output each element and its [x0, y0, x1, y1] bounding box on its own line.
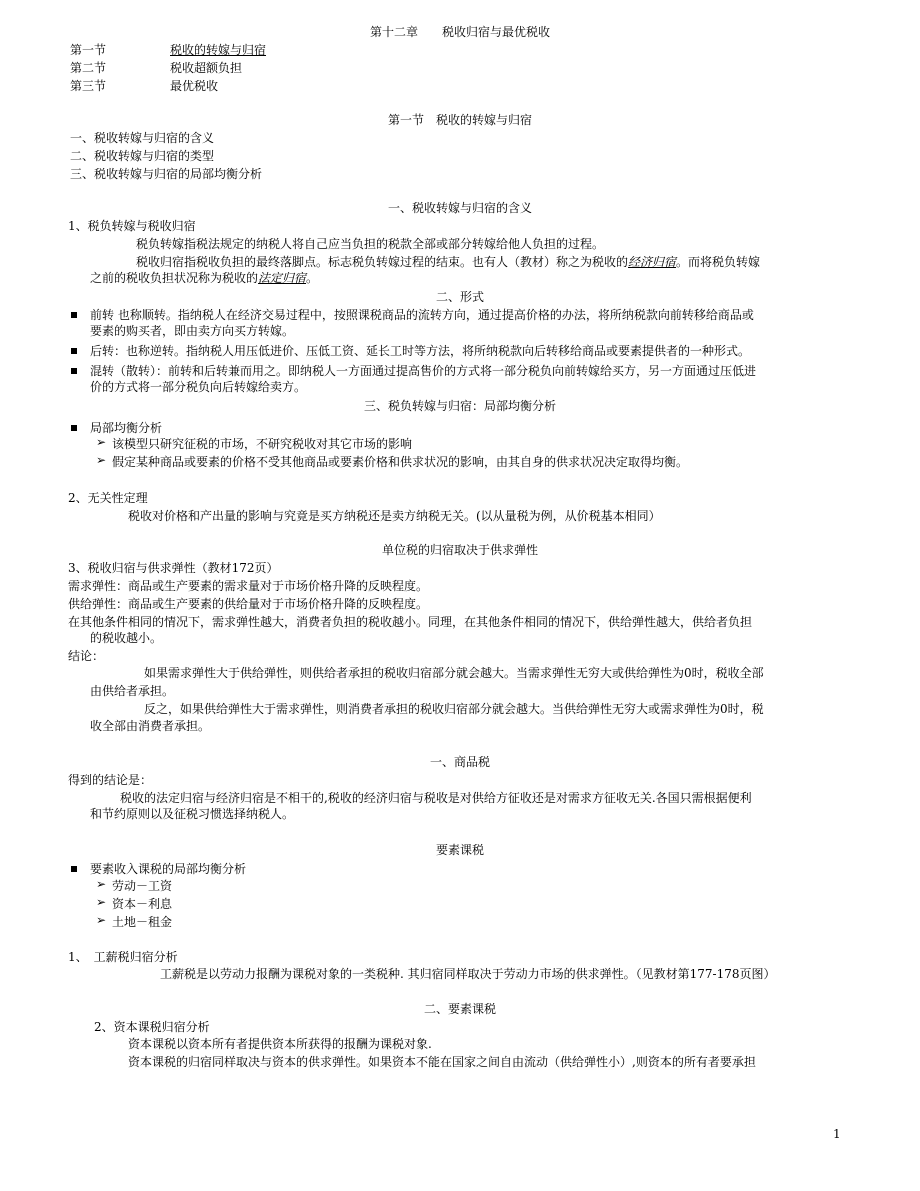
economic-incidence-term: 经济归宿 — [628, 255, 677, 269]
factor-heading: 要素课税 — [435, 843, 484, 857]
conclusion-1-line2: 由供给者承担。 — [90, 684, 175, 698]
conclusion-1-line1: 如果需求弹性大于供给弹性，则供给者承担的税收归宿部分就会越大。当需求弹性无穷大或供给弹性为0时，税收全部 — [144, 666, 764, 680]
commodity-line2: 和节约原则以及征税习惯选择纳税人。 — [90, 807, 295, 821]
demand-elasticity-def: 需求弹性：商品或生产要素的需求量对于市场价格升降的反映程度。 — [68, 579, 429, 593]
arrow-bullet-icon: ➢ — [96, 435, 107, 449]
section-heading: 第一节 税收的转嫁与归宿 — [387, 113, 532, 127]
bullet-square-icon — [71, 866, 77, 872]
bullet-square-icon — [71, 312, 77, 318]
capital-title: 2、资本课税归宿分析 — [94, 1020, 210, 1034]
arrow-bullet-icon: ➢ — [96, 877, 107, 891]
conclusion-2-line1: 反之，如果供给弹性大于需求弹性，则消费者承担的税收归宿部分就会越大。当供给弹性无穷大或需求弹性为0时，税 — [144, 702, 764, 716]
other-conditions-line2: 的税收越小。 — [90, 631, 163, 645]
other-conditions-line1: 在其他条件相同的情况下，需求弹性越大，消费者负担的税收越小。同理，在其他条件相同的情况下，供给弹性越大，供给者负担 — [68, 615, 753, 629]
bullet-square-icon — [71, 425, 77, 431]
toc-title-3: 最优税收 — [170, 79, 219, 93]
partial-bullet: 局部均衡分析 — [90, 421, 163, 435]
statutory-incidence-term: 法定归宿 — [258, 271, 307, 285]
form-forward-line1: 前转 也称顺转。指纳税人在经济交易过程中，按照课税商品的流转方向，通过提高价格的办法，将所纳税款向前转移给商品或 — [90, 308, 754, 322]
bullet-square-icon — [71, 368, 77, 374]
conclusion-2-line2: 收全部由消费者承担。 — [90, 719, 211, 733]
supply-elasticity-def: 供给弹性：商品或生产要素的供给量对于市场价格升降的反映程度。 — [68, 597, 429, 611]
outline-item-2: 二、税收转嫁与归宿的类型 — [70, 149, 215, 163]
form-mixed-line2: 价的方式将一部分税负向后转嫁给卖方。 — [90, 380, 307, 394]
commodity-heading: 一、商品税 — [429, 755, 490, 769]
commodity-line1: 税收的法定归宿与经济归宿是不相干的,税收的经济归宿与税收是对供给方征收还是对需求方征收无关.各国只需根据便利 — [120, 791, 752, 805]
factor-sub-capital: 资本－利息 — [112, 897, 173, 911]
arrow-bullet-icon: ➢ — [96, 895, 107, 909]
bullet-square-icon — [71, 348, 77, 354]
payroll-title: 1、 工薪税归宿分析 — [68, 950, 178, 964]
toc-num-3: 第三节 — [70, 79, 107, 93]
capital-line1: 资本课税以资本所有者提供资本所获得的报酬为课税对象. — [128, 1037, 432, 1051]
capital-line2: 资本课税的归宿同样取决与资本的供求弹性。如果资本不能在国家之间自由流动（供给弹性小）,则资本的所有者要承担 — [128, 1055, 756, 1069]
form-mixed-line1: 混转（散转）：前转和后转兼而用之。即纳税人一方面通过提高售价的方式将一部分税负向前转嫁给买方，另一方面通过压低进 — [90, 364, 757, 378]
meaning-heading: 一、税收转嫁与归宿的含义 — [387, 201, 532, 215]
factor-sub-land: 土地－租金 — [112, 915, 173, 929]
toc-num-1: 第一节 — [70, 43, 107, 57]
commodity-label: 得到的结论是： — [68, 773, 153, 787]
forms-heading: 二、形式 — [435, 290, 484, 304]
toc-num-2: 第二节 — [70, 61, 107, 75]
factor-bullet: 要素收入课税的局部均衡分析 — [90, 862, 247, 876]
outline-item-3: 三、税收转嫁与归宿的局部均衡分析 — [70, 167, 263, 181]
form-backward-line1: 后转：也称逆转。指纳税人用压低进价、压低工资、延长工时等方法，将所纳税款向后转移给商品或要素提供者的一种形式。 — [90, 344, 751, 358]
outline-item-1: 一、税收转嫁与归宿的含义 — [70, 131, 215, 145]
unit-tax-heading: 单位税的归宿取决于供求弹性 — [381, 543, 538, 557]
page-number: 1 — [833, 1127, 841, 1141]
item-2-title: 2、无关性定理 — [68, 491, 148, 505]
para-incidence-line1: 税收归宿指税收负担的最终落脚点。标志税负转嫁过程的结束。也有人（教材）称之为税收的经济归宿。而将税负转嫁 — [136, 255, 761, 269]
para-shift-definition: 税负转嫁指税法规定的纳税人将自己应当负担的税款全部或部分转嫁给他人负担的过程。 — [136, 237, 605, 251]
arrow-bullet-icon: ➢ — [96, 453, 107, 467]
chapter-title: 第十二章 税收归宿与最优税收 — [369, 25, 550, 39]
factor-heading-2: 二、要素课税 — [423, 1002, 496, 1016]
form-forward-line2: 要素的购买者，即由卖方向买方转嫁。 — [90, 324, 295, 338]
item-2-text: 税收对价格和产出量的影响与究竟是买方纳税还是卖方纳税无关。(以从量税为例，从价税基本相同） — [128, 509, 661, 523]
para-incidence-line2: 之前的税收负担状况称为税收的法定归宿。 — [90, 271, 319, 285]
conclusion-label: 结论： — [68, 649, 105, 663]
partial-heading: 三、税负转嫁与归宿：局部均衡分析 — [363, 399, 556, 413]
payroll-text: 工薪税是以劳动力报酬为课税对象的一类税种. 其归宿同样取决于劳动力市场的供求弹性。（见教材第177-178页图） — [160, 967, 776, 981]
item-1-title: 1、税负转嫁与税收归宿 — [68, 219, 196, 233]
arrow-bullet-icon: ➢ — [96, 913, 107, 927]
factor-sub-labor: 劳动－工资 — [112, 879, 173, 893]
toc-title-2: 税收超额负担 — [170, 61, 243, 75]
toc-link-1[interactable]: 税收的转嫁与归宿 — [170, 43, 267, 57]
item-3-title: 3、税收归宿与供求弹性（教材172页） — [68, 561, 279, 575]
partial-sub-2: 假定某种商品或要素的价格不受其他商品或要素价格和供求状况的影响，由其自身的供求状况决定取得均衡。 — [112, 455, 689, 469]
partial-sub-1: 该模型只研究征税的市场，不研究税收对其它市场的影响 — [112, 437, 413, 451]
